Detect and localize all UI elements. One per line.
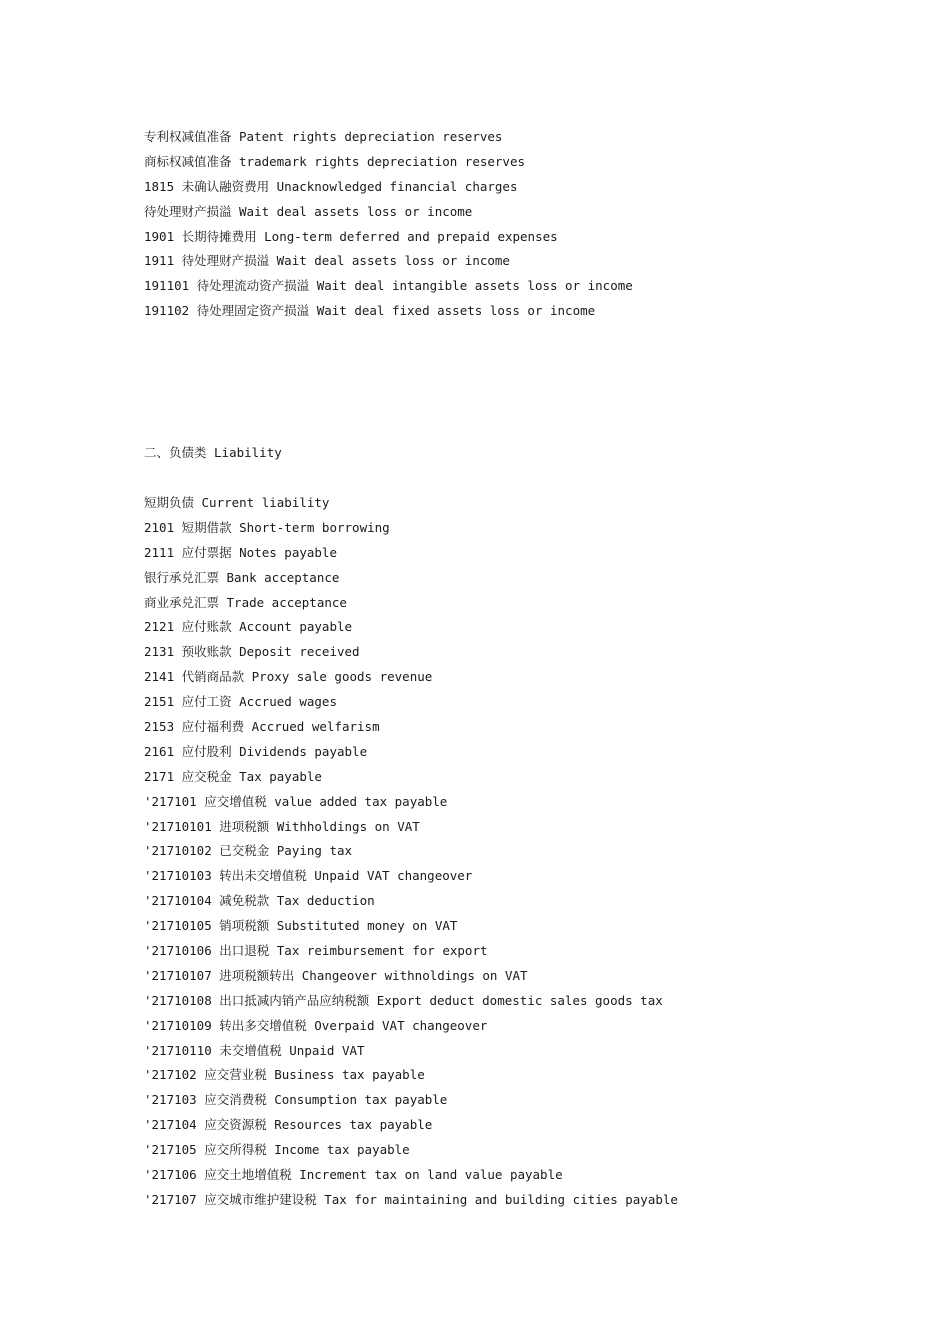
account-line: '217107 应交城市维护建设税 Tax for maintaining and building cities payable (144, 1191, 678, 1207)
account-line: 2171 应交税金 Tax payable (144, 768, 322, 784)
account-line: 专利权减值准备 Patent rights depreciation reserves (144, 129, 503, 144)
account-line: '21710110 未交增值税 Unpaid VAT (144, 1042, 365, 1058)
account-line: '217102 应交营业税 Business tax payable (144, 1067, 425, 1083)
account-line: '217106 应交土地增值税 Increment tax on land value payable (144, 1167, 563, 1183)
account-line: '21710102 已交税金 Paying tax (144, 843, 353, 859)
liability-account-list (144, 491, 924, 1213)
account-line: 2101 短期借款 Short-term borrowing (144, 519, 390, 535)
account-line: '21710101 进项税额 Withholdings on VAT (144, 818, 420, 834)
account-line: '21710107 进项税额转出 Changeover withnoldings on VAT (144, 967, 528, 983)
account-line: 2121 应付账款 Account payable (144, 619, 353, 635)
account-line: 191102 待处理固定资产损溢 Wait deal fixed assets loss or income (144, 303, 596, 319)
account-line: 2141 代销商品款 Proxy sale goods revenue (144, 669, 433, 685)
account-line: '21710105 销项税额 Substituted money on VAT (144, 918, 458, 934)
account-line: 2151 应付工资 Accrued wages (144, 694, 337, 710)
assets-account-list (144, 125, 924, 324)
account-line: '21710104 减免税款 Tax deduction (144, 893, 375, 909)
account-line: 191101 待处理流动资产损溢 Wait deal intangible assets loss or income (144, 278, 633, 294)
account-line: 2153 应付福利费 Accrued welfarism (144, 719, 380, 735)
account-line: 2131 预收账款 Deposit received (144, 644, 360, 660)
liability-section-heading-block (144, 441, 924, 466)
account-line: 2111 应付票据 Notes payable (144, 544, 337, 560)
account-line: 商标权减值准备 trademark rights depreciation reserves (144, 153, 526, 169)
account-line: 短期负债 Current liability (144, 495, 330, 510)
account-line: '217105 应交所得税 Income tax payable (144, 1142, 410, 1158)
account-line: 2161 应付股利 Dividends payable (144, 743, 368, 759)
account-line: '21710103 转出未交增值税 Unpaid VAT changeover (144, 868, 473, 884)
account-line: 商业承兑汇票 Trade acceptance (144, 594, 347, 610)
account-line: '217103 应交消费税 Consumption tax payable (144, 1092, 448, 1108)
account-line: 1815 未确认融资费用 Unacknowledged financial charges (144, 178, 518, 194)
section-heading: 二、负债类 Liability (144, 445, 282, 460)
account-line: '217101 应交增值税 value added tax payable (144, 793, 448, 809)
account-line: '217104 应交资源税 Resources tax payable (144, 1117, 433, 1133)
account-line: 1911 待处理财产损溢 Wait deal assets loss or income (144, 253, 510, 269)
account-line: 银行承兑汇票 Bank acceptance (144, 569, 340, 585)
account-line: '21710109 转出多交增值税 Overpaid VAT changeover (144, 1017, 488, 1033)
account-line: 1901 长期待摊费用 Long-term deferred and prepaid expenses (144, 228, 558, 244)
account-line: '21710108 出口抵减内销产品应纳税额 Export deduct domestic sales goods tax (144, 992, 663, 1008)
account-line: 待处理财产损溢 Wait deal assets loss or income (144, 203, 473, 219)
account-line: '21710106 出口退税 Tax reimbursement for export (144, 943, 488, 959)
